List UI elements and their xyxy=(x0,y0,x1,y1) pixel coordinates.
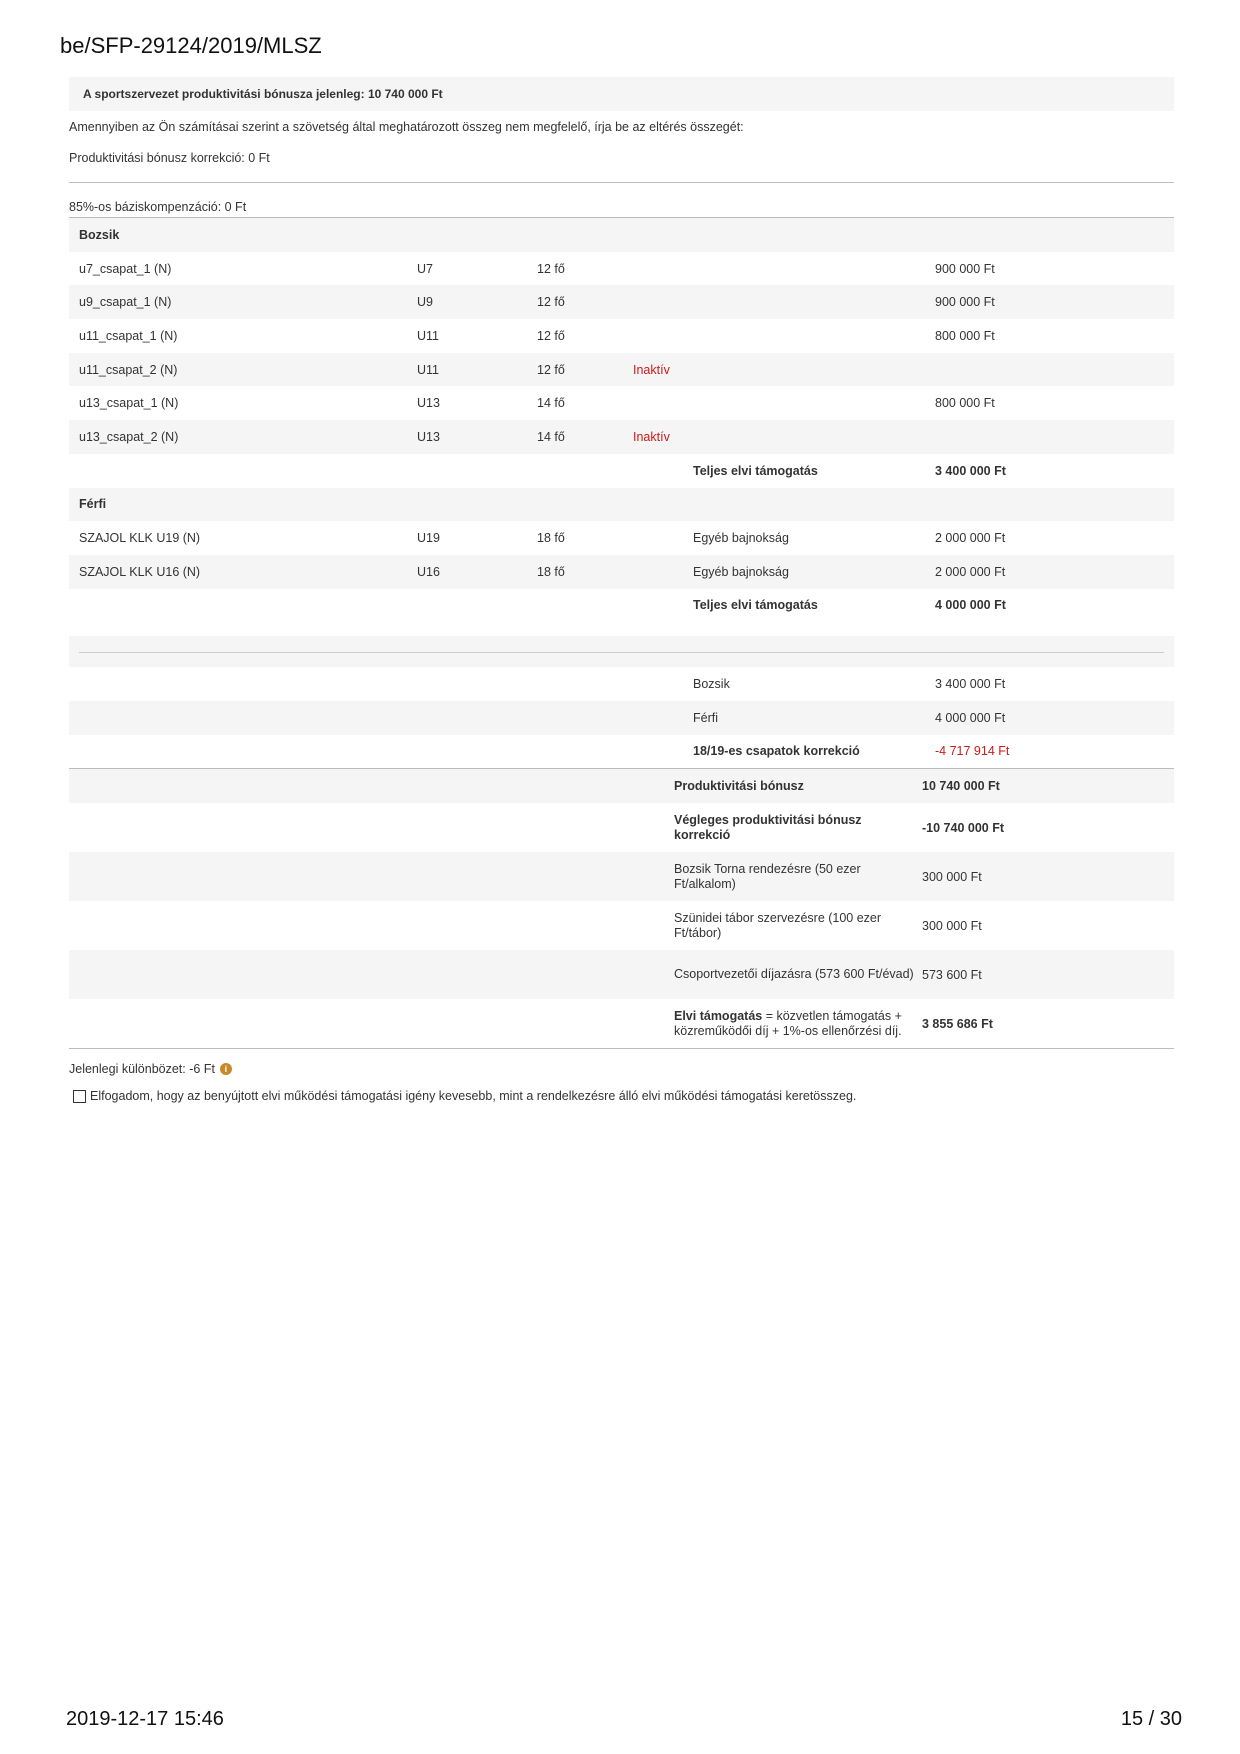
team-amount: 2 000 000 Ft xyxy=(935,531,1006,546)
accept-checkbox[interactable] xyxy=(73,1090,86,1103)
subtotal-value: 4 000 000 Ft xyxy=(935,710,1006,725)
total-row xyxy=(69,454,1174,488)
summary-label-rest: = közvetlen támogatás + közreműködői díj + 1%-os ellenőrzési díj. xyxy=(674,1008,902,1038)
team-players: 12 fő xyxy=(537,295,565,310)
summary-block xyxy=(69,769,1174,1048)
summary-value: 10 740 000 Ft xyxy=(922,779,1000,794)
team-players: 18 fő xyxy=(537,531,565,546)
team-status: Inaktív xyxy=(633,429,670,444)
section-header-bozsik xyxy=(69,218,1174,252)
team-age: U11 xyxy=(417,328,440,343)
table-row xyxy=(69,252,1174,286)
correction-value: -4 717 914 Ft xyxy=(935,744,1010,759)
summary-row xyxy=(69,852,1174,901)
team-status: Inaktív xyxy=(633,362,670,377)
subtotal-label: Férfi xyxy=(693,710,718,725)
team-league: Egyéb bajnokság xyxy=(693,564,789,579)
correction-label: 18/19-es csapatok korrekció xyxy=(693,744,860,759)
team-age: U16 xyxy=(417,564,440,579)
bonus-title: A sportszervezet produktivitási bónusza jelenleg: 10 740 000 Ft xyxy=(69,77,1174,111)
document-id: be/SFP-29124/2019/MLSZ xyxy=(60,33,322,58)
team-name: SZAJOL KLK U19 (N) xyxy=(79,531,201,546)
total-label: Teljes elvi támogatás xyxy=(693,598,818,613)
team-amount: 2 000 000 Ft xyxy=(935,564,1006,579)
team-players: 14 fő xyxy=(537,429,565,444)
team-amount: 900 000 Ft xyxy=(935,295,995,310)
accept-text: Elfogadom, hogy az benyújtott elvi működési támogatási igény kevesebb, mint a rendelkezésre álló elvi működési támogatási keretösszeg. xyxy=(90,1089,857,1104)
summary-label: Csoportvezetői díjazásra (573 600 Ft/évad) xyxy=(674,967,914,982)
team-name: SZAJOL KLK U16 (N) xyxy=(79,564,201,579)
info-icon[interactable]: i xyxy=(220,1063,232,1075)
summary-label: Szünidei tábor szervezésre (100 ezer Ft/tábor) xyxy=(674,910,882,940)
bonus-correction[interactable]: Produktivitási bónusz korrekció: 0 Ft xyxy=(69,151,270,165)
team-name: u13_csapat_2 (N) xyxy=(79,429,179,444)
accept-row[interactable] xyxy=(69,1089,1174,1103)
team-age: U13 xyxy=(417,429,440,444)
summary-value: 573 600 Ft xyxy=(922,967,982,982)
base-compensation: 85%-os báziskompenzáció: 0 Ft xyxy=(69,199,247,214)
team-age: U9 xyxy=(417,295,433,310)
footer-page-number: 15 / 30 xyxy=(1120,1708,1182,1730)
summary-row xyxy=(69,950,1174,999)
section-title: Bozsik xyxy=(79,227,120,242)
team-age: U13 xyxy=(417,396,440,411)
subtotal-label: Bozsik xyxy=(693,677,730,692)
separator-row xyxy=(69,636,1174,667)
summary-row-total xyxy=(69,999,1174,1048)
divider xyxy=(69,1048,1174,1049)
summary-label xyxy=(674,1009,922,1039)
team-players: 12 fő xyxy=(537,328,565,343)
page-content xyxy=(69,77,1174,1103)
team-players: 12 fő xyxy=(537,362,565,377)
table-row xyxy=(69,555,1174,589)
table-row xyxy=(69,420,1174,454)
team-name: u11_csapat_2 (N) xyxy=(79,362,178,377)
team-name: u13_csapat_1 (N) xyxy=(79,396,179,411)
team-amount: 900 000 Ft xyxy=(935,261,995,276)
table-row xyxy=(69,353,1174,387)
summary-row xyxy=(69,803,1174,852)
table-row xyxy=(69,386,1174,420)
total-value: 4 000 000 Ft xyxy=(935,598,1006,613)
summary-row xyxy=(69,901,1174,950)
summary-value: 3 855 686 Ft xyxy=(922,1016,993,1031)
bonus-intro: Amennyiben az Ön számításai szerint a szövetség által meghatározott összeg nem megfelelő, írja be az eltérés összegét: xyxy=(69,120,744,134)
total-row xyxy=(69,589,1174,623)
table-row xyxy=(69,285,1174,319)
section-title: Férfi xyxy=(79,497,107,512)
summary-label: Produktivitási bónusz xyxy=(674,778,804,793)
summary-value: 300 000 Ft xyxy=(922,869,982,884)
summary-value: 300 000 Ft xyxy=(922,918,982,933)
summary-label: Bozsik Torna rendezésre (50 ezer Ft/alkalom) xyxy=(674,861,861,891)
team-name: u7_csapat_1 (N) xyxy=(79,261,172,276)
difference-line xyxy=(69,1062,1174,1076)
total-label: Teljes elvi támogatás xyxy=(693,463,818,478)
summary-label: Végleges produktivitási bónusz korrekció xyxy=(674,812,862,842)
section-header-ferfi xyxy=(69,488,1174,522)
summary-value: -10 740 000 Ft xyxy=(922,820,1004,835)
subtotal-value: 3 400 000 Ft xyxy=(935,677,1006,692)
subtotal-row xyxy=(69,701,1174,735)
team-players: 12 fő xyxy=(537,261,565,276)
team-age: U7 xyxy=(417,261,433,276)
summary-row xyxy=(69,769,1174,803)
total-value: 3 400 000 Ft xyxy=(935,463,1006,478)
team-name: u11_csapat_1 (N) xyxy=(79,328,178,343)
table-row xyxy=(69,319,1174,353)
team-age: U11 xyxy=(417,362,440,377)
subtotal-row xyxy=(69,667,1174,701)
team-amount: 800 000 Ft xyxy=(935,328,995,343)
summary-label-bold: Elvi támogatás xyxy=(674,1008,763,1023)
footer-timestamp: 2019-12-17 15:46 xyxy=(66,1708,224,1730)
team-league: Egyéb bajnokság xyxy=(693,531,789,546)
divider xyxy=(69,182,1174,183)
team-amount: 800 000 Ft xyxy=(935,396,995,411)
difference-text: Jelenlegi különbözet: -6 Ft xyxy=(69,1062,215,1077)
team-players: 14 fő xyxy=(537,396,565,411)
subtotal-row xyxy=(69,735,1174,769)
team-age: U19 xyxy=(417,531,440,546)
table-row xyxy=(69,521,1174,555)
team-players: 18 fő xyxy=(537,564,565,579)
team-name: u9_csapat_1 (N) xyxy=(79,295,172,310)
